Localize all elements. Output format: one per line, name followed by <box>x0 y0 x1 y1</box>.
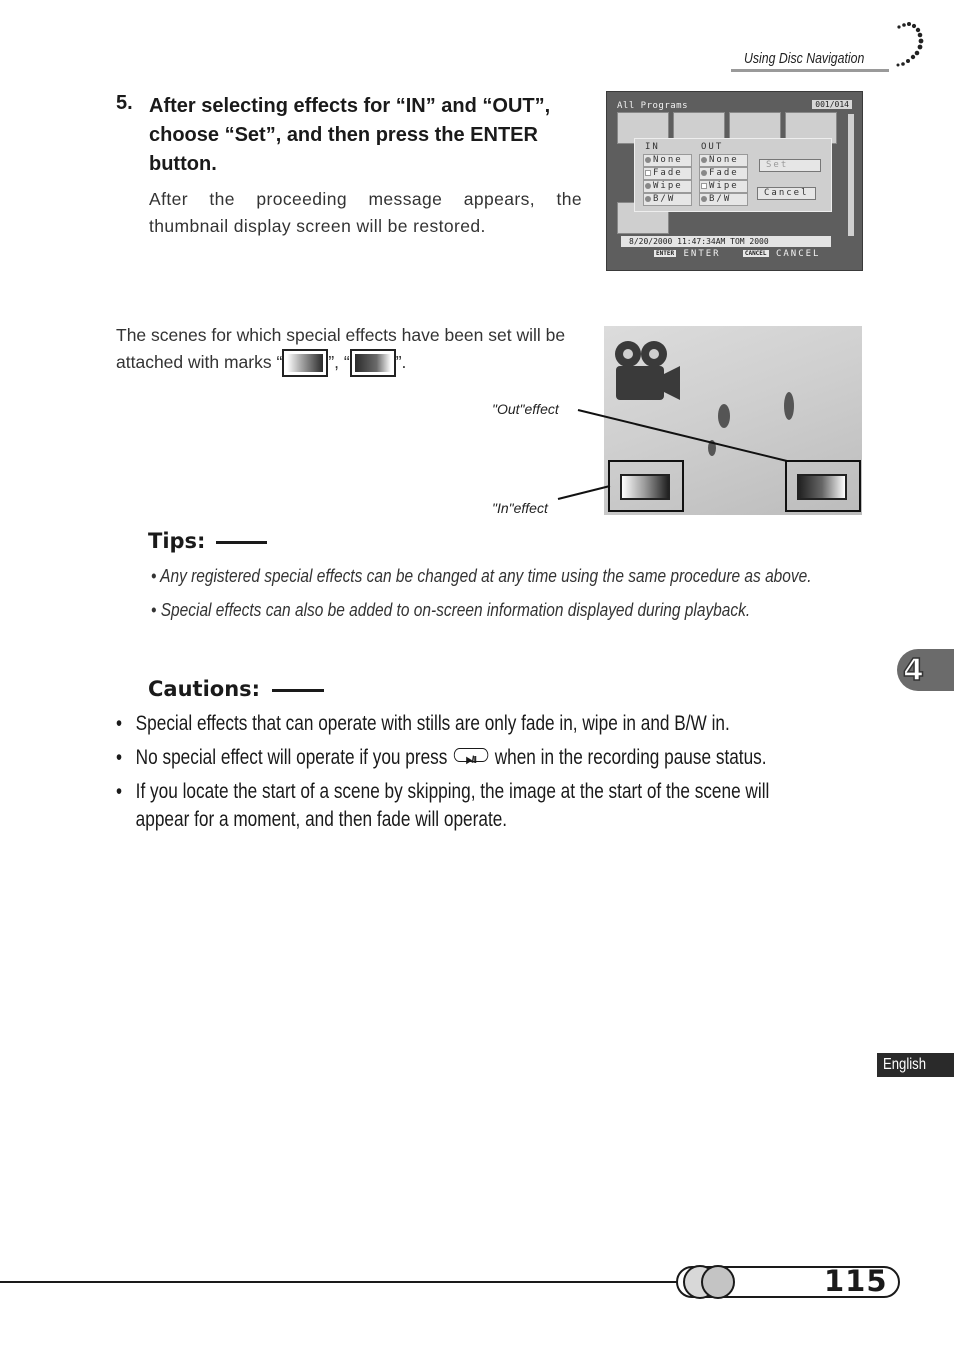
caution-item: • Special effects that can operate with stills are only fade in, wipe in and B/W in. <box>116 710 805 738</box>
bullet: • <box>116 746 123 769</box>
out-option-bw[interactable]: B/W <box>699 193 748 206</box>
double-circle-icon <box>676 1264 746 1300</box>
tips-title: Tips: <box>148 529 206 553</box>
screen-counter: 001/014 <box>812 100 852 109</box>
radio-icon <box>645 170 651 176</box>
set-button[interactable]: Set <box>759 159 821 172</box>
page-number: 115 <box>824 1264 888 1298</box>
tips-rule <box>216 541 267 544</box>
step-heading: After selecting effects for “IN” and “OUT”, choose “Set”, and then press the ENTER button. <box>149 95 551 175</box>
enter-label: ENTER <box>683 249 721 259</box>
screen-scrollbar <box>848 114 854 236</box>
radio-icon <box>701 170 707 176</box>
bullet: • <box>116 780 123 803</box>
play-pause-button-icon: ▶/II <box>454 748 488 762</box>
screen-title: All Programs <box>617 101 689 111</box>
out-option-fade[interactable]: Fade <box>699 167 748 180</box>
step-number: 5. <box>116 92 133 114</box>
out-effect-mark-icon <box>282 349 328 377</box>
marks-paragraph: The scenes for which special effects have been set will be attached with marks “ ”, “ ”. <box>116 322 586 377</box>
in-effect-mini-icon <box>620 474 670 500</box>
dotted-arc-icon <box>895 20 925 70</box>
radio-icon <box>645 196 651 202</box>
chapter-number: 4 <box>903 653 924 688</box>
in-option-fade[interactable]: Fade <box>643 167 692 180</box>
bullet: • <box>116 712 123 735</box>
scene-thumbnail-image <box>604 326 862 515</box>
radio-icon <box>701 157 707 163</box>
cautions-title: Cautions: <box>148 677 261 701</box>
in-leader-line <box>558 486 610 499</box>
effect-dialog-screenshot <box>606 91 863 271</box>
in-option-wipe[interactable]: Wipe <box>643 180 692 193</box>
header-rule <box>731 69 889 72</box>
out-option-wipe[interactable]: Wipe <box>699 180 748 193</box>
enter-key-icon: ENTER <box>656 250 675 257</box>
in-column-label: IN <box>645 142 660 152</box>
out-effect-marker-box <box>785 460 861 512</box>
radio-icon <box>645 157 651 163</box>
in-option-none[interactable]: None <box>643 154 692 167</box>
cancel-button[interactable]: Cancel <box>757 187 816 200</box>
out-effect-callout: "Out"effect <box>492 401 559 417</box>
header-section-title: Using Disc Navigation <box>744 50 865 67</box>
tip-item: • Any registered special effects can be changed at any time using the same procedure as above. <box>151 566 812 586</box>
out-column-label: OUT <box>701 142 724 152</box>
in-effect-mark-icon <box>350 349 396 377</box>
in-effect-marker-box <box>608 460 684 512</box>
screen-footer <box>654 249 820 259</box>
radio-icon <box>701 196 707 202</box>
language-label: English <box>883 1056 927 1073</box>
caution-item: • If you locate the start of a scene by skipping, the image at the start of the scene will appear for a moment, and then fade will operate. <box>116 780 770 831</box>
radio-icon <box>645 183 651 189</box>
radio-icon <box>701 183 707 189</box>
in-option-bw[interactable]: B/W <box>643 193 692 206</box>
screen-info-line: 8/20/2000 11:47:34AM TOM 2000 <box>621 236 831 247</box>
chapter-tab <box>897 649 954 691</box>
cautions-rule <box>272 689 324 692</box>
cancel-key-icon: CANCEL <box>744 250 767 257</box>
cancel-label: CANCEL <box>775 249 821 259</box>
in-effect-callout: "In"effect <box>492 500 548 516</box>
out-effect-mini-icon <box>797 474 847 500</box>
language-tab <box>877 1053 954 1077</box>
step-body: After the proceeding message appears, the thumbnail display screen will be restored. <box>149 189 582 236</box>
movie-camera-icon <box>610 336 682 406</box>
footer-rule <box>0 1281 690 1283</box>
out-option-none[interactable]: None <box>699 154 748 167</box>
caution-item: • No special effect will operate if you press ▶/II when in the recording pause status. <box>116 744 805 772</box>
effect-dialog <box>634 138 832 212</box>
players-figure <box>694 376 814 466</box>
tip-item: • Special effects can also be added to on-screen information displayed during playback. <box>151 600 751 620</box>
